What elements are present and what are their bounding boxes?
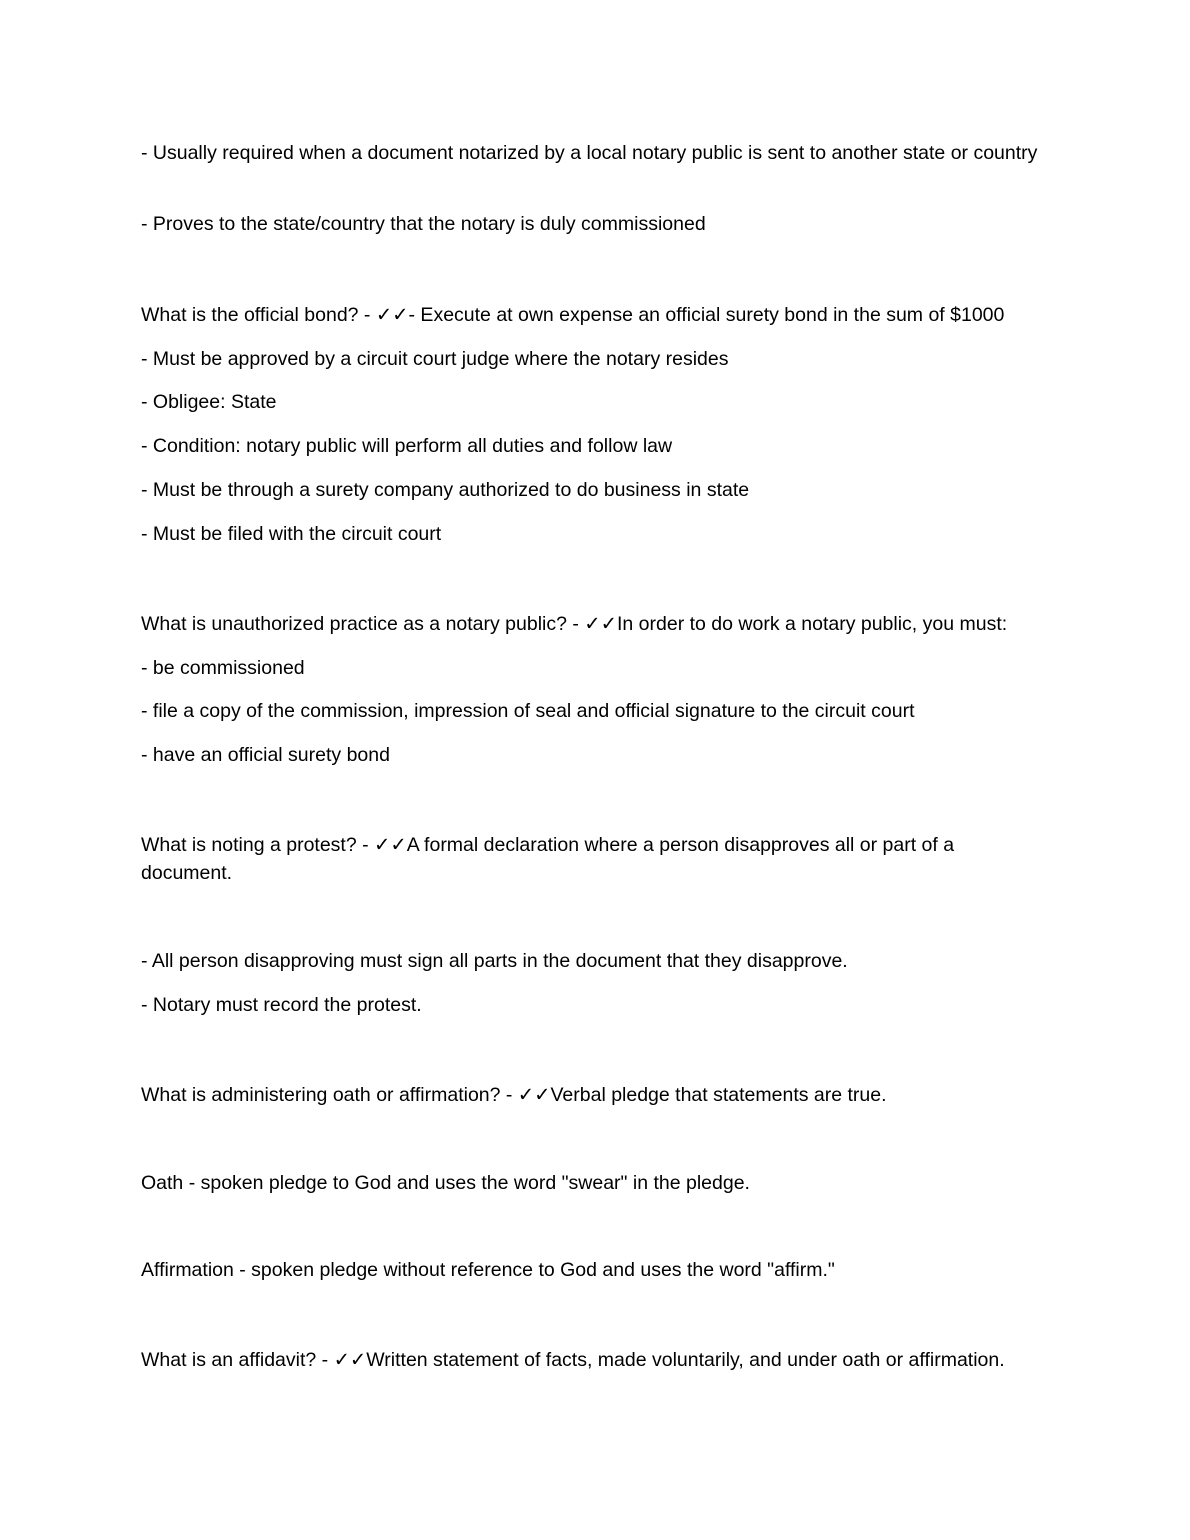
- text-line: - Must be approved by a circuit court judge where the notary resides: [141, 348, 729, 370]
- text-line: - Usually required when a document notarized by a local notary public is sent to another state or country: [141, 142, 1038, 164]
- text-line: - Condition: notary public will perform all duties and follow law: [141, 435, 673, 457]
- text-line: - Notary must record the protest.: [141, 994, 422, 1016]
- text-line: What is the official bond? - ✓✓- Execute at own expense an official surety bond in the sum of $1000: [141, 304, 1005, 326]
- text-line: - Obligee: State: [141, 391, 277, 413]
- text-line: Oath - spoken pledge to God and uses the word "swear" in the pledge.: [141, 1172, 750, 1194]
- text-line: - file a copy of the commission, impression of seal and official signature to the circuit court: [141, 700, 915, 722]
- text-line: - All person disapproving must sign all parts in the document that they disapprove.: [141, 950, 848, 972]
- text-line: Affirmation - spoken pledge without reference to God and uses the word "affirm.": [141, 1259, 835, 1281]
- text-line: - Must be filed with the circuit court: [141, 523, 442, 545]
- text-line: - Proves to the state/country that the notary is duly commissioned: [141, 213, 706, 235]
- text-line: - Must be through a surety company authorized to do business in state: [141, 479, 750, 501]
- text-line: What is unauthorized practice as a notary public? - ✓✓In order to do work a notary public, you must:: [141, 613, 1008, 635]
- text-line: - have an official surety bond: [141, 744, 390, 766]
- text-line: What is administering oath or affirmation? - ✓✓Verbal pledge that statements are true.: [141, 1084, 887, 1106]
- text-line: - be commissioned: [141, 657, 305, 679]
- text-line: What is an affidavit? - ✓✓Written statement of facts, made voluntarily, and under oath or affirmation.: [141, 1349, 1005, 1371]
- text-line: What is noting a protest? - ✓✓A formal declaration where a person disapproves all or part of a document.: [141, 834, 960, 884]
